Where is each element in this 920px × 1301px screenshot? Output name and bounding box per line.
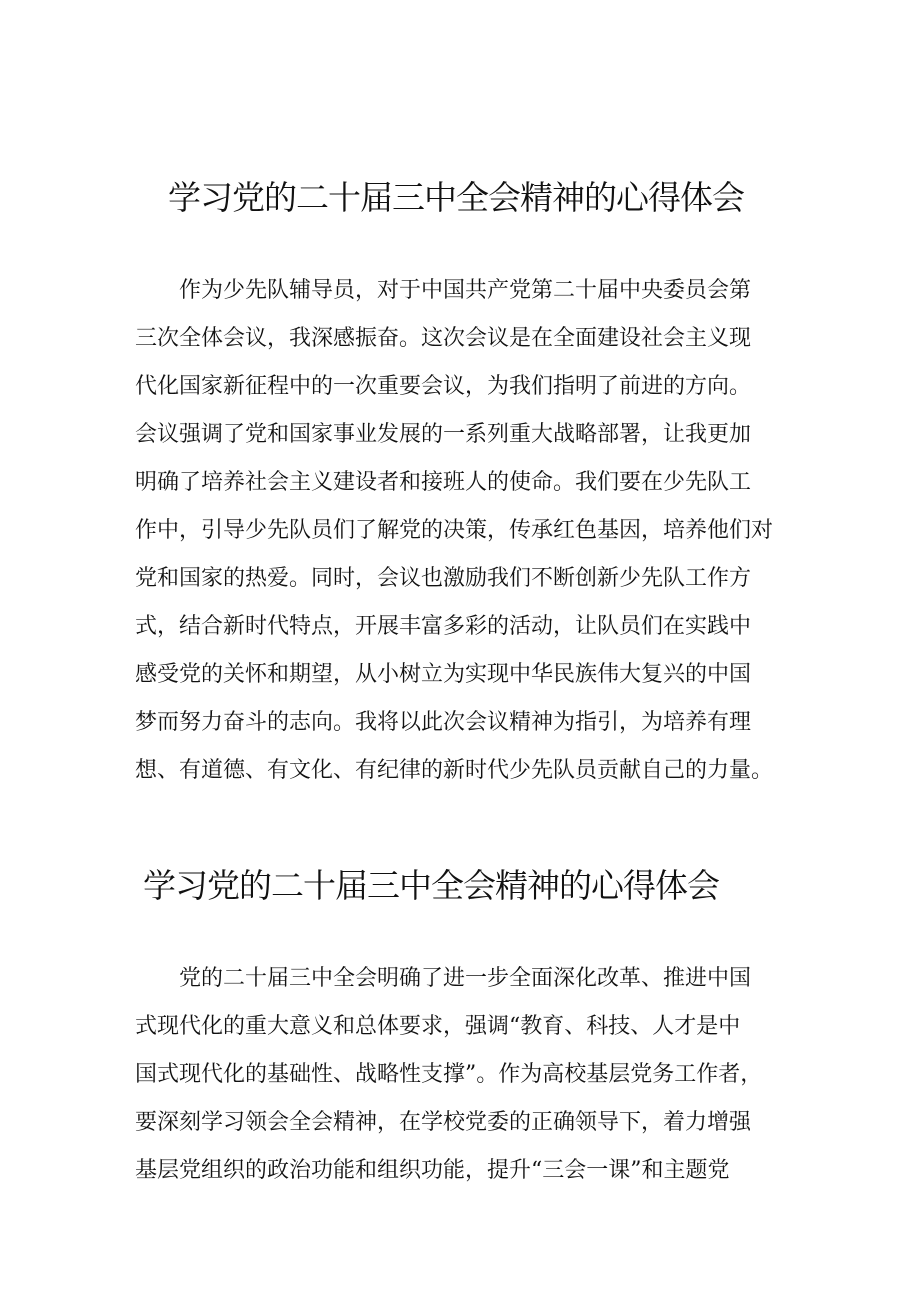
body-line: 要深刻学习领会全会精神，在学校党委的正确领导下，着力增强 [135, 1110, 752, 1135]
body-line: 代化国家新征程中的一次重要会议，为我们指明了前进的方向。 [135, 374, 752, 399]
body-line: 三次全体会议，我深感振奋。这次会议是在全面建设社会主义现 [135, 326, 752, 351]
section-2-title: 学习党的二十届三中全会精神的心得体会 [143, 866, 719, 905]
body-line: 感受党的关怀和期望，从小树立为实现中华民族伟大复兴的中国 [135, 662, 752, 687]
body-line: 式，结合新时代特点，开展丰富多彩的活动，让队员们在实践中 [135, 614, 752, 639]
body-line: 党的二十届三中全会明确了进一步全面深化改革、推进中国 [135, 966, 752, 991]
body-line: 国式现代化的基础性、战略性支撑”。作为高校基层党务工作者， [135, 1062, 763, 1087]
body-line: 明确了培养社会主义建设者和接班人的使命。我们要在少先队工 [135, 470, 752, 495]
body-line: 式现代化的重大意义和总体要求，强调“教育、科技、人才是中 [135, 1014, 741, 1039]
body-line: 梦而努力奋斗的志向。我将以此次会议精神为指引，为培养有理 [135, 710, 752, 735]
section-2-body [135, 955, 795, 1195]
section-1-title: 学习党的二十届三中全会精神的心得体会 [168, 178, 744, 217]
section-1-body [135, 267, 795, 795]
body-line: 作中，引导少先队员们了解党的决策，传承红色基因，培养他们对 [135, 518, 774, 543]
body-line: 基层党组织的政治功能和组织功能，提升“三会一课”和主题党 [135, 1158, 730, 1183]
body-line: 会议强调了党和国家事业发展的一系列重大战略部署，让我更加 [135, 422, 752, 447]
body-line: 党和国家的热爱。同时，会议也激励我们不断创新少先队工作方 [135, 566, 752, 591]
body-line: 作为少先队辅导员，对于中国共产党第二十届中央委员会第 [135, 278, 752, 303]
body-line: 想、有道德、有文化、有纪律的新时代少先队员贡献自己的力量。 [135, 758, 774, 783]
